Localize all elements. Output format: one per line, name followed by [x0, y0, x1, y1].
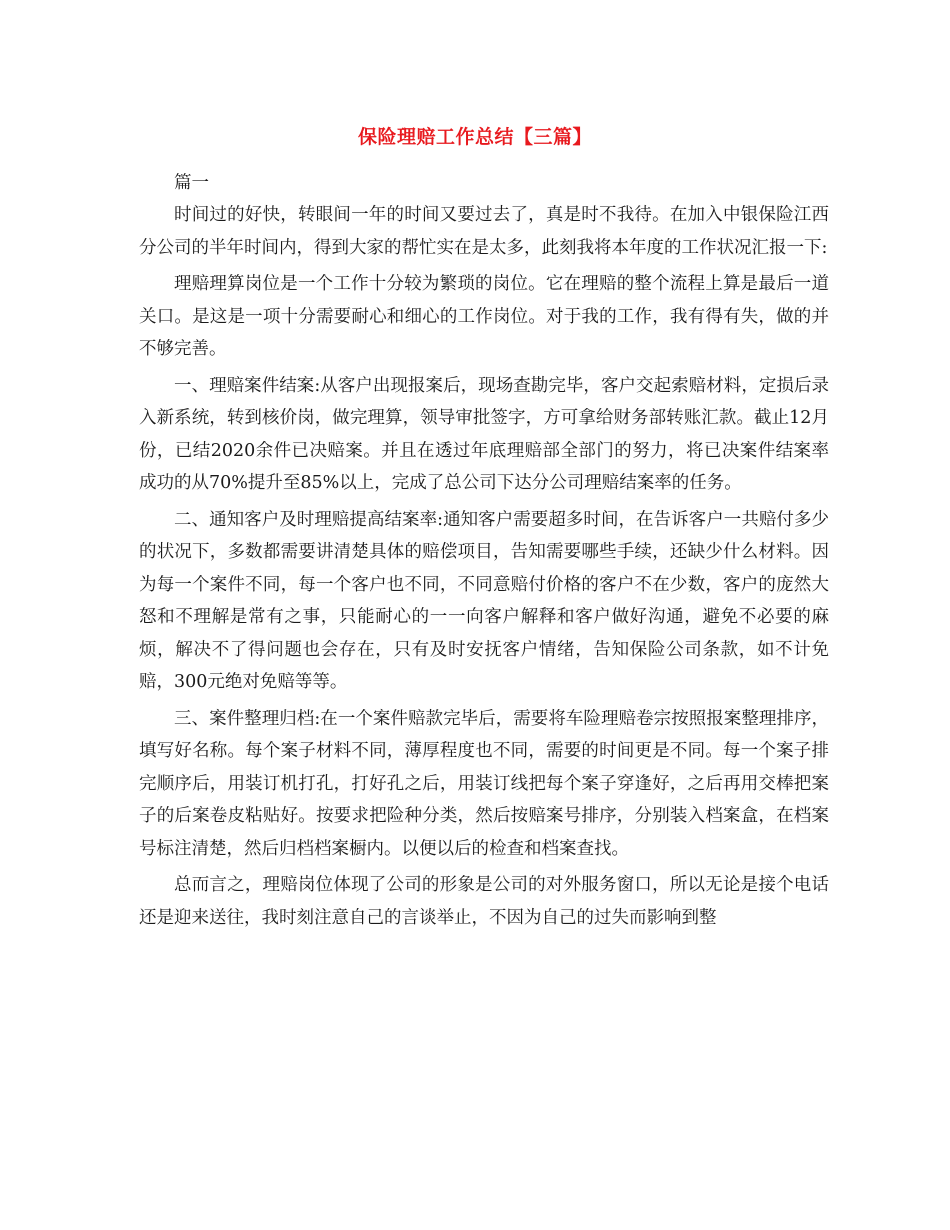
paragraph-summary: 总而言之，理赔岗位体现了公司的形象是公司的对外服务窗口，所以无论是接个电话还是迎来送往，我时刻注意自己的言谈举止，不因为自己的过失而影响到整 — [139, 875, 829, 928]
paragraph-intro: 时间过的好快，转眼间一年的时间又要过去了，真是时不我待。在加入中银保险江西分公司的半年时间内，得到大家的帮忙实在是太多，此刻我将本年度的工作状况汇报一下: — [139, 205, 829, 258]
document-body — [139, 168, 829, 934]
paragraph-case-closing: 一、理赔案件结案:从客户出现报案后，现场查勘完毕，客户交起索赔材料，定损后录入新系统，转到核价岗，做完理算，领导审批签字，方可拿给财务部转账汇款。截止12月份，已结2020余件已决赔案。并且在透过年底理赔部全部门的努力，将已决案件结案率成功的从70%提升至85%以上，完成了总公司下达分公司理赔结案率的任务。 — [139, 375, 829, 493]
document-title: 保险理赔工作总结【三篇】 — [357, 126, 592, 148]
paragraph-role: 理赔理算岗位是一个工作十分较为繁琐的岗位。它在理赔的整个流程上算是最后一道关口。是这是一项十分需要耐心和细心的工作岗位。对于我的工作，我有得有失，做的并不够完善。 — [139, 274, 829, 359]
paragraph-notify-clients: 二、通知客户及时理赔提高结案率:通知客户需要超多时间，在告诉客户一共赔付多少的状况下，多数都需要讲清楚具体的赔偿项目，告知需要哪些手续，还缺少什么材料。因为每一个案件不同，每一个客户也不同，不同意赔付价格的客户不在少数，客户的庞然大怒和不理解是常有之事，只能耐心的一一向客户解释和客户做好沟通，避免不必要的麻烦，解决不了得问题也会存在，只有及时安抚客户情绪，告知保险公司条款，如不计免赔，300元绝对免赔等等。 — [139, 509, 829, 692]
paragraph-archiving: 三、案件整理归档:在一个案件赔款完毕后，需要将车险理赔卷宗按照报案整理排序，填写好名称。每个案子材料不同，薄厚程度也不同，需要的时间更是不同。每一个案子排完顺序后，用装订机打孔，打好孔之后，用装订线把每个案子穿逢好，之后再用交棒把案子的后案卷皮粘贴好。按要求把险种分类，然后按赔案号排序，分别装入档案盒，在档案号标注清楚，然后归档档案橱内。以便以后的检查和档案查找。 — [139, 708, 829, 859]
section-label: 篇一 — [174, 173, 209, 193]
